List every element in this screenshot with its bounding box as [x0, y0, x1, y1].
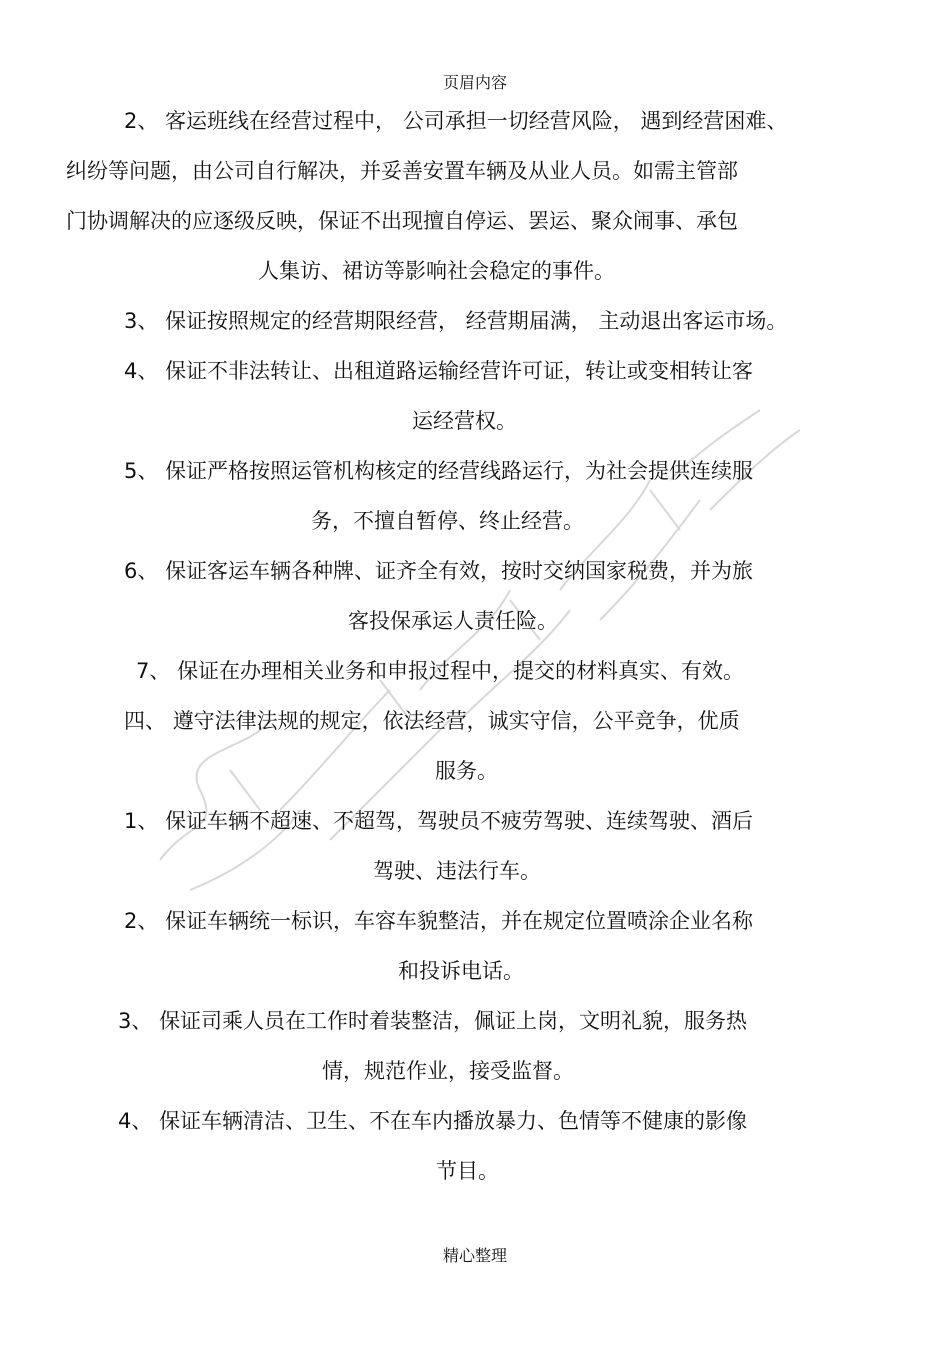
text-line-14 — [435, 758, 498, 784]
text-line-21 — [118, 1108, 747, 1134]
text-line-20 — [322, 1058, 574, 1084]
text-line-17 — [124, 908, 753, 934]
item-number: 4、 — [124, 359, 159, 383]
item-text: 保证车辆统一标识，车容车貌整洁，并在规定位置喷涂企业名称 — [165, 909, 754, 933]
item-number: 6、 — [124, 559, 159, 583]
item-text: 保证客运车辆各种牌、证齐全有效，按时交纳国家税费，并为旅 — [165, 559, 754, 583]
text-line-11 — [348, 608, 558, 634]
text-line-13 — [124, 708, 740, 734]
item-text: 和投诉电话。 — [398, 959, 524, 983]
item-number: 7、 — [136, 659, 171, 683]
text-line-3 — [66, 208, 738, 234]
text-line-12 — [136, 658, 744, 684]
text-line-15 — [124, 808, 753, 834]
item-text: 保证不非法转让、出租道路运输经营许可证，转让或变相转让客 — [165, 359, 754, 383]
item-text: 保证按照规定的经营期限经营， 经营期届满， 主动退出客运市场。 — [165, 309, 788, 333]
item-text: 保证车辆不超速、不超驾，驾驶员不疲劳驾驶、连续驾驶、酒后 — [165, 809, 754, 833]
item-text: 客运班线在经营过程中， 公司承担一切经营风险， 遇到经营困难、 — [165, 109, 788, 133]
item-text: 门协调解决的应逐级反映，保证不出现擅自停运、罢运、聚众闹事、承包 — [66, 209, 738, 233]
item-text: 服务。 — [435, 759, 498, 783]
item-number: 5、 — [124, 459, 159, 483]
text-line-5 — [124, 308, 787, 334]
item-text: 遵守法律法规的规定，依法经营，诚实守信，公平竞争，优质 — [172, 709, 740, 733]
text-line-7 — [412, 408, 517, 434]
text-line-10 — [124, 558, 753, 584]
item-text: 人集访、裙访等影响社会稳定的事件。 — [258, 259, 615, 283]
text-line-6 — [124, 358, 753, 384]
item-text: 运经营权。 — [412, 409, 517, 433]
item-number: 2、 — [124, 109, 159, 133]
item-text: 客投保承运人责任险。 — [348, 609, 558, 633]
text-line-8 — [124, 458, 753, 484]
item-text: 节目。 — [436, 1159, 499, 1183]
text-line-9 — [311, 508, 584, 534]
item-number: 1、 — [124, 809, 159, 833]
item-text: 驾驶、违法行车。 — [373, 859, 541, 883]
item-text: 情，规范作业，接受监督。 — [322, 1059, 574, 1083]
text-line-18 — [398, 958, 524, 984]
text-line-4 — [258, 258, 615, 284]
item-text: 保证在办理相关业务和申报过程中，提交的材料真实、有效。 — [177, 659, 745, 683]
item-text: 纠纷等问题，由公司自行解决，并妥善安置车辆及从业人员。如需主管部 — [66, 159, 738, 183]
item-text: 务，不擅自暂停、终止经营。 — [311, 509, 584, 533]
page-footer: 精心整理 — [442, 1246, 507, 1265]
text-line-1 — [124, 108, 787, 134]
item-text: 保证严格按照运管机构核定的经营线路运行，为社会提供连续服 — [165, 459, 754, 483]
item-text: 保证司乘人员在工作时着装整洁，佩证上岗，文明礼貌，服务热 — [159, 1009, 748, 1033]
item-gap — [166, 709, 173, 733]
item-number: 四、 — [124, 709, 166, 733]
text-line-16 — [373, 858, 541, 884]
item-number: 3、 — [118, 1009, 153, 1033]
item-number: 3、 — [124, 309, 159, 333]
text-line-2 — [66, 158, 738, 184]
page-header: 页眉内容 — [442, 73, 507, 92]
text-line-22 — [436, 1158, 499, 1184]
item-number: 4、 — [118, 1109, 153, 1133]
item-text: 保证车辆清洁、卫生、不在车内播放暴力、色情等不健康的影像 — [159, 1109, 748, 1133]
item-number: 2、 — [124, 909, 159, 933]
text-line-19 — [118, 1008, 747, 1034]
